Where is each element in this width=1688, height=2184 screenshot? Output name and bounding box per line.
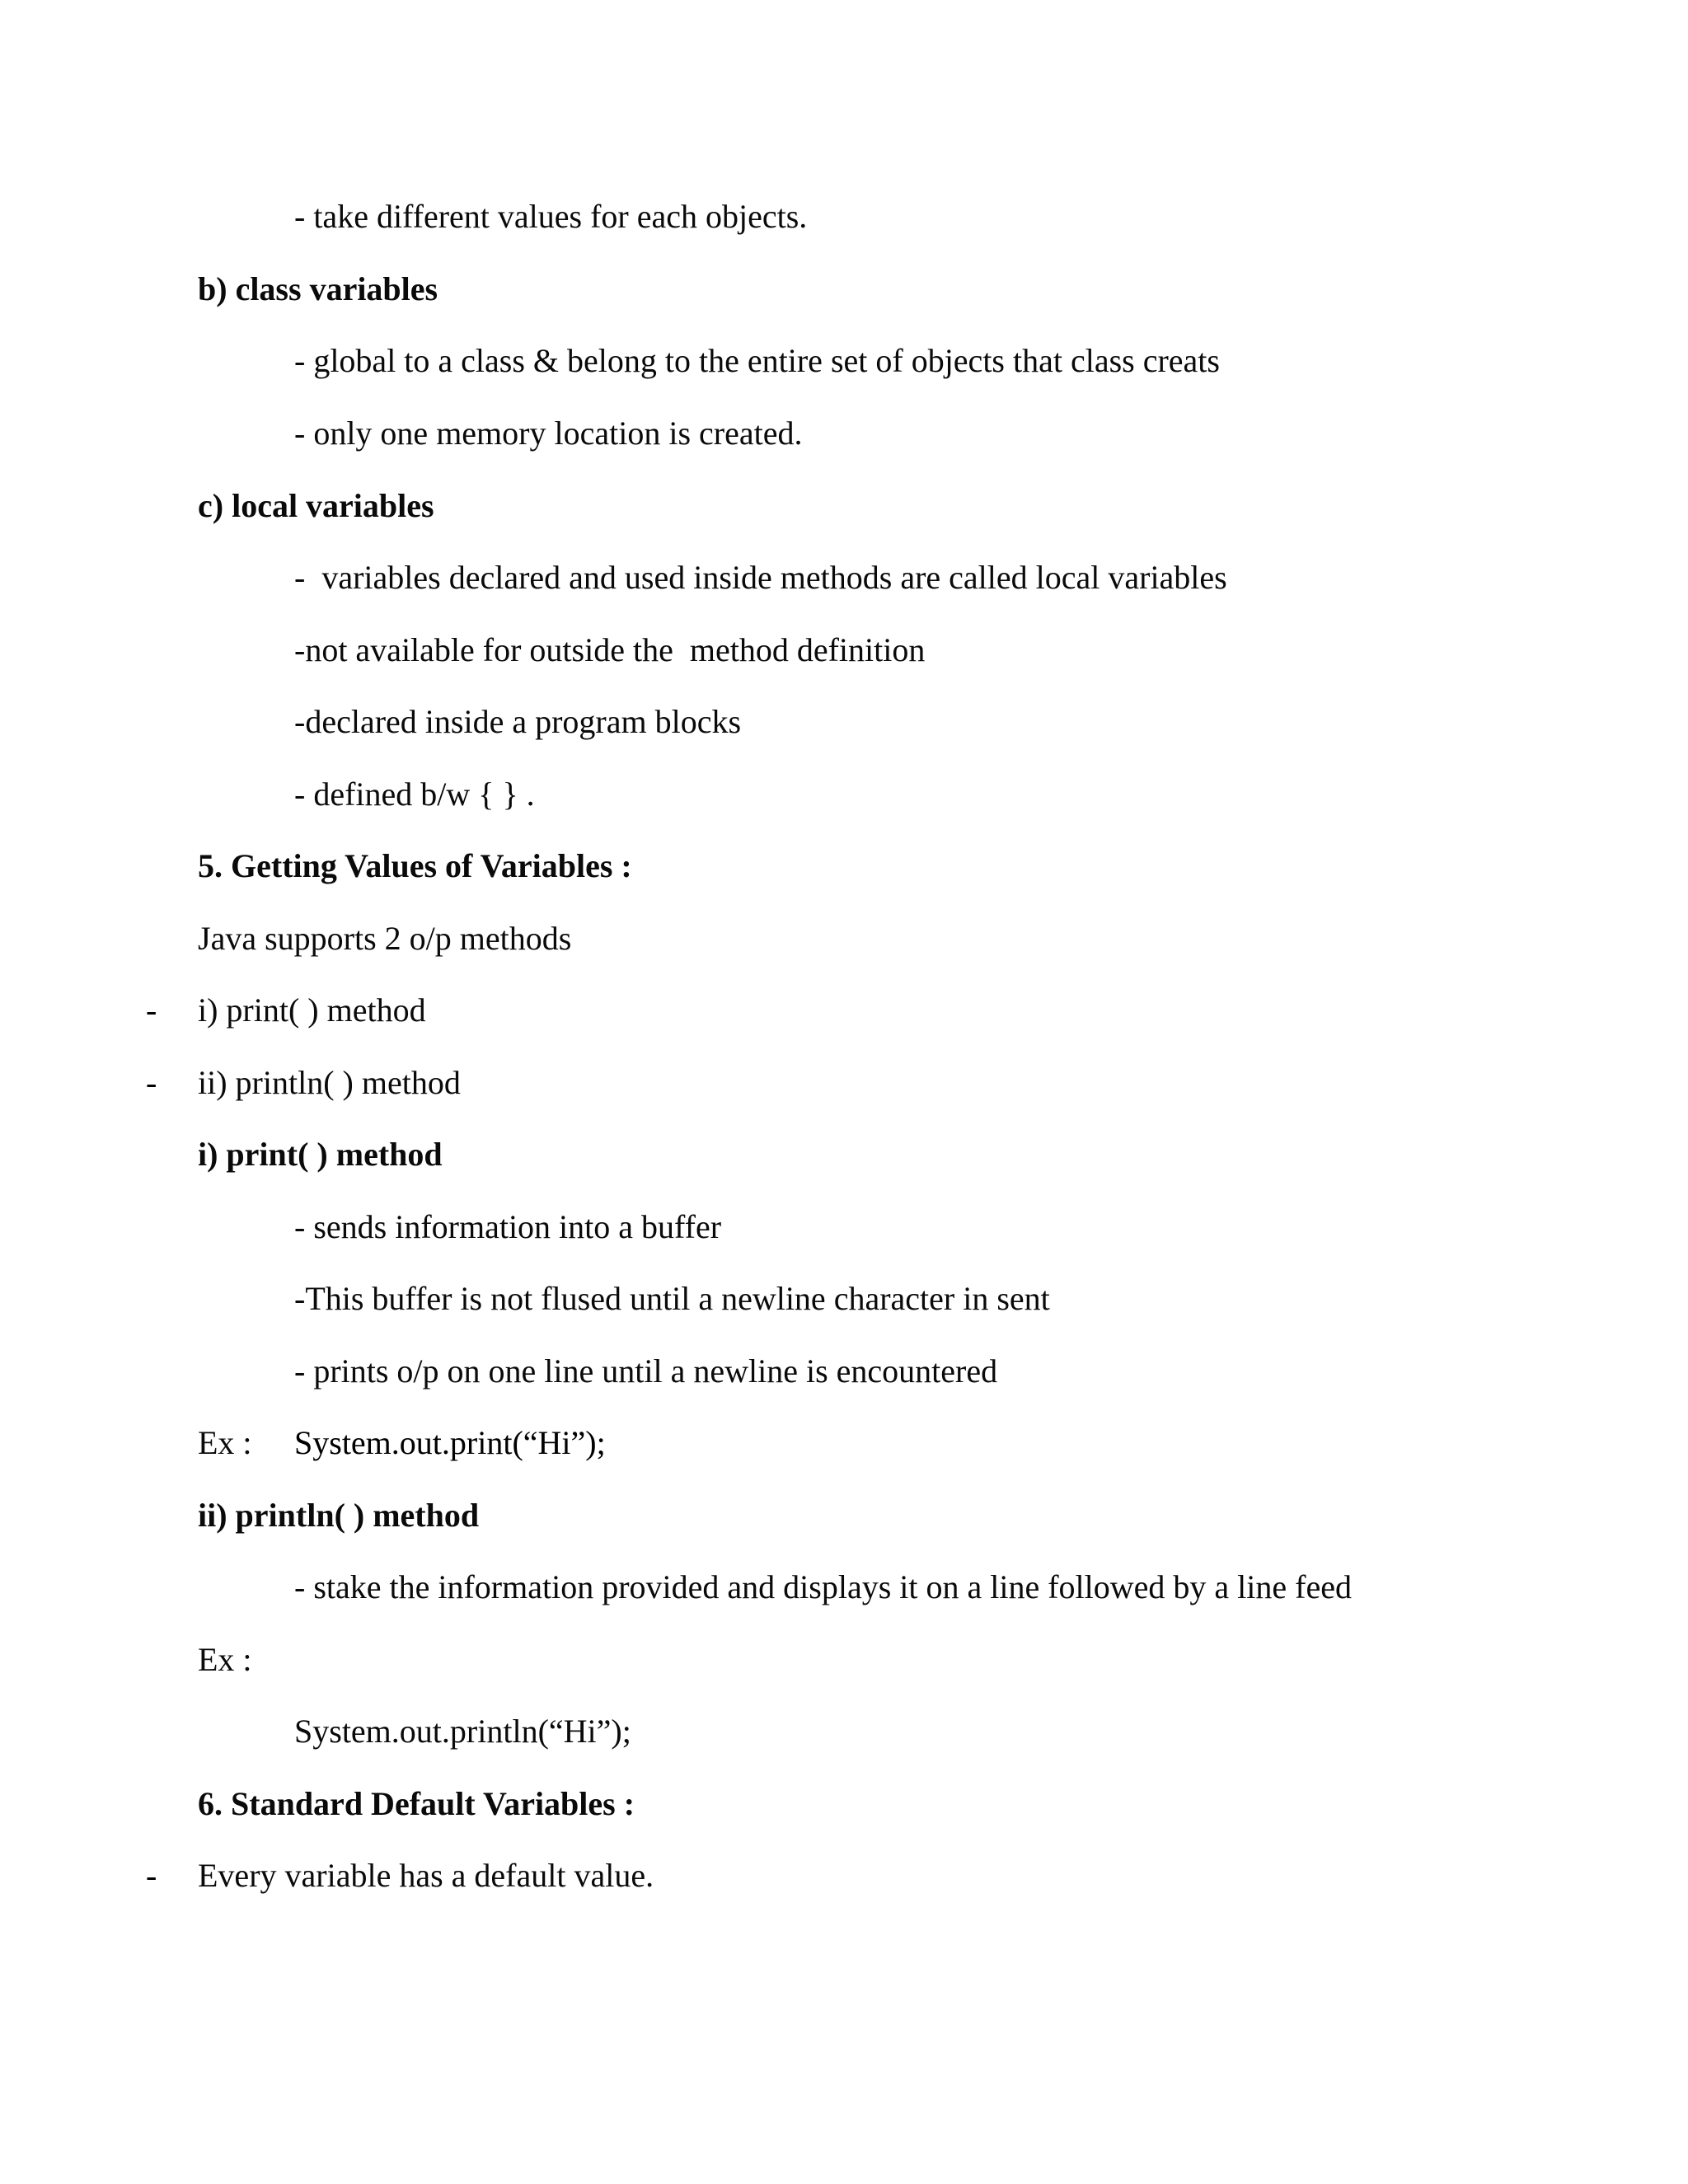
println-method-heading: ii) println( ) method [198, 1497, 480, 1534]
print-method-item: - sends information into a buffer [294, 1208, 722, 1245]
println-example-label: Ex : [198, 1641, 252, 1678]
local-variables-item: -declared inside a program blocks [294, 703, 742, 740]
list-item: Every variable has a default value. [198, 1857, 654, 1894]
println-example-code: System.out.println(“Hi”); [294, 1713, 631, 1750]
section-5-heading: 5. Getting Values of Variables : [198, 847, 632, 884]
list-item: i) print( ) method [198, 991, 426, 1029]
local-variables-item: - defined b/w { } . [294, 776, 535, 813]
print-example-label: Ex : [198, 1424, 252, 1461]
print-method-item: - prints o/p on one line until a newline is encountered [294, 1352, 998, 1390]
local-variables-heading: c) local variables [198, 487, 434, 524]
section-6-heading: 6. Standard Default Variables : [198, 1785, 635, 1822]
instance-variable-note: - take different values for each objects. [294, 198, 808, 235]
print-example-code: System.out.print(“Hi”); [294, 1424, 606, 1461]
local-variables-item: - variables declared and used inside methods are called local variables [294, 559, 1227, 596]
list-dash: - [146, 991, 157, 1029]
local-variables-item: -not available for outside the method definition [294, 631, 926, 668]
list-dash: - [146, 1857, 157, 1894]
list-item: ii) println( ) method [198, 1064, 461, 1101]
class-variables-item: - only one memory location is created. [294, 415, 803, 452]
print-method-item: -This buffer is not flused until a newline character in sent [294, 1280, 1050, 1317]
class-variables-heading: b) class variables [198, 270, 438, 307]
list-dash: - [146, 1064, 157, 1101]
print-method-heading: i) print( ) method [198, 1136, 443, 1173]
println-method-item: - stake the information provided and displays it on a line followed by a line feed [294, 1568, 1352, 1605]
class-variables-item: - global to a class & belong to the entire set of objects that class creats [294, 342, 1220, 379]
section-5-intro: Java supports 2 o/p methods [198, 920, 572, 957]
